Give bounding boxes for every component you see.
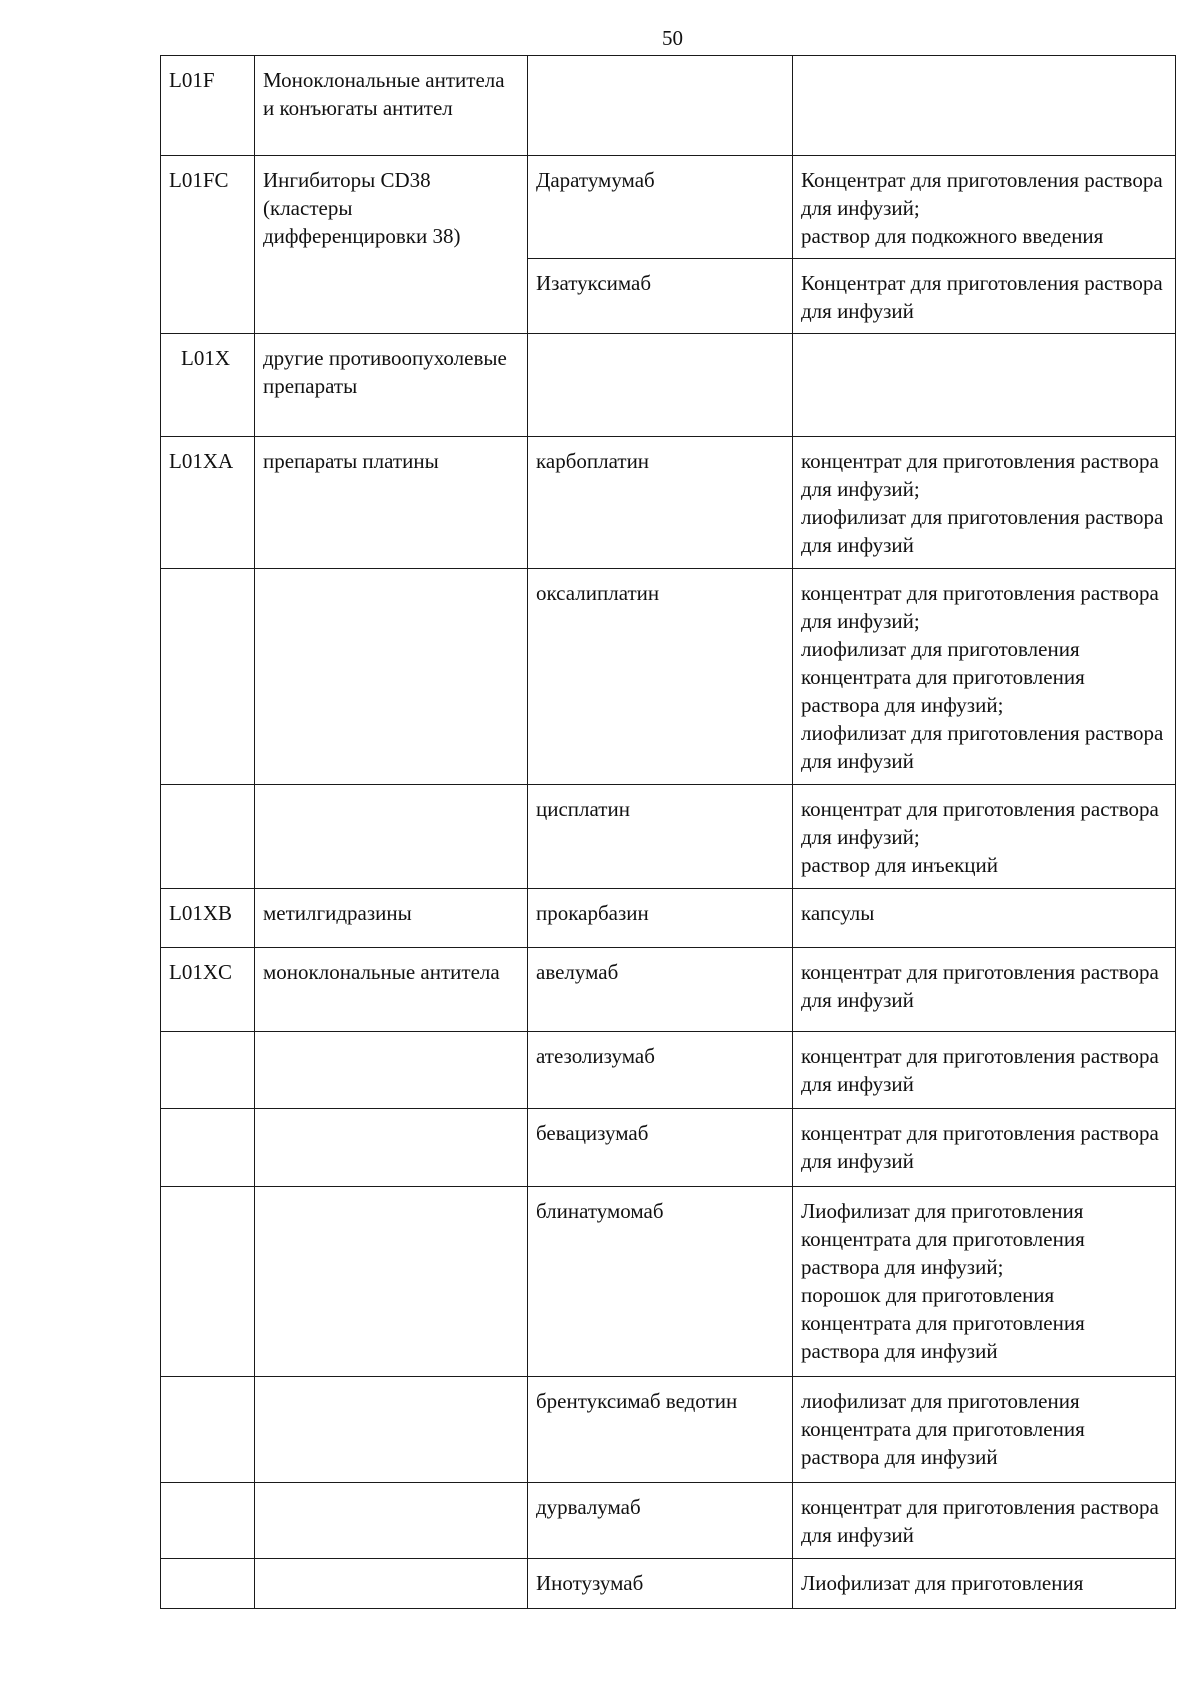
dosage-form-cell: концентрат для приготовления раствора для инфузий — [793, 948, 1176, 1032]
group-cell: Моноклональные антитела и конъюгаты антител — [255, 56, 528, 156]
atc-code-cell: L01F — [161, 56, 255, 156]
group-cell — [255, 1559, 528, 1609]
atc-code-cell: L01FC — [161, 156, 255, 334]
drug-cell: Даратумумаб — [528, 156, 793, 259]
group-cell: метилгидразины — [255, 889, 528, 948]
atc-code-cell: L01XC — [161, 948, 255, 1032]
drug-cell: оксалиплатин — [528, 569, 793, 785]
page-number: 50 — [662, 26, 683, 50]
dosage-form-cell: концентрат для приготовления раствора для инфузий; раствор для инъекций — [793, 785, 1176, 889]
group-cell — [255, 1377, 528, 1483]
atc-code-cell — [161, 1187, 255, 1377]
drug-cell: атезолизумаб — [528, 1032, 793, 1109]
atc-code-cell — [161, 1109, 255, 1187]
table-row — [161, 437, 1176, 569]
dosage-form-cell: концентрат для приготовления раствора для инфузий — [793, 1109, 1176, 1187]
group-cell — [255, 1109, 528, 1187]
group-cell — [255, 1032, 528, 1109]
dosage-form-cell: Концентрат для приготовления раствора для инфузий; раствор для подкожного введения — [793, 156, 1176, 259]
atc-code-cell: L01XB — [161, 889, 255, 948]
dosage-form-cell: концентрат для приготовления раствора для инфузий — [793, 1483, 1176, 1559]
drug-cell — [528, 334, 793, 437]
table-row — [161, 1187, 1176, 1377]
table-row — [161, 1377, 1176, 1483]
drug-cell — [528, 56, 793, 156]
dosage-form-cell: концентрат для приготовления раствора для инфузий; лиофилизат для приготовления раствора для инфузий — [793, 437, 1176, 569]
drug-cell: Изатуксимаб — [528, 259, 793, 334]
group-cell — [255, 569, 528, 785]
dosage-form-cell: капсулы — [793, 889, 1176, 948]
atc-code-cell — [161, 1377, 255, 1483]
atc-code-cell: L01X — [161, 334, 255, 437]
drug-cell: прокарбазин — [528, 889, 793, 948]
atc-code-cell — [161, 1032, 255, 1109]
drug-cell: цисплатин — [528, 785, 793, 889]
dosage-form-cell: Лиофилизат для приготовления — [793, 1559, 1176, 1609]
drug-cell: брентуксимаб ведотин — [528, 1377, 793, 1483]
drug-cell: авелумаб — [528, 948, 793, 1032]
group-cell — [255, 785, 528, 889]
dosage-form-cell: Концентрат для приготовления раствора для инфузий — [793, 259, 1176, 334]
table-row — [161, 56, 1176, 156]
table-row — [161, 948, 1176, 1032]
group-cell — [255, 1187, 528, 1377]
table-row — [161, 156, 1176, 259]
table-row — [161, 785, 1176, 889]
group-cell: препараты платины — [255, 437, 528, 569]
table-row — [161, 569, 1176, 785]
atc-code-cell — [161, 1483, 255, 1559]
dosage-form-cell — [793, 334, 1176, 437]
table-row — [161, 334, 1176, 437]
table-row — [161, 1483, 1176, 1559]
drug-cell: бевацизумаб — [528, 1109, 793, 1187]
group-cell: другие противоопухолевые препараты — [255, 334, 528, 437]
dosage-form-cell: Лиофилизат для приготовления концентрата для приготовления раствора для инфузий; порошок для приготовления концентрата для приготовления раствора для инфузий — [793, 1187, 1176, 1377]
dosage-form-cell — [793, 56, 1176, 156]
drug-table — [160, 55, 1176, 1609]
atc-code-cell — [161, 785, 255, 889]
table-row — [161, 1559, 1176, 1609]
group-cell: моноклональные антитела — [255, 948, 528, 1032]
table-row — [161, 1109, 1176, 1187]
atc-code-cell: L01XA — [161, 437, 255, 569]
drug-cell: дурвалумаб — [528, 1483, 793, 1559]
table-row — [161, 889, 1176, 948]
table-row — [161, 1032, 1176, 1109]
atc-code-cell — [161, 569, 255, 785]
drug-cell: Инотузумаб — [528, 1559, 793, 1609]
dosage-form-cell: концентрат для приготовления раствора для инфузий; лиофилизат для приготовления концентрата для приготовления раствора для инфузий; лиофилизат для приготовления раствора для инфузий — [793, 569, 1176, 785]
dosage-form-cell: концентрат для приготовления раствора для инфузий — [793, 1032, 1176, 1109]
group-cell: Ингибиторы CD38 (кластеры дифференцировки 38) — [255, 156, 528, 334]
drug-cell: блинатумомаб — [528, 1187, 793, 1377]
group-cell — [255, 1483, 528, 1559]
dosage-form-cell: лиофилизат для приготовления концентрата для приготовления раствора для инфузий — [793, 1377, 1176, 1483]
drug-cell: карбоплатин — [528, 437, 793, 569]
atc-code-cell — [161, 1559, 255, 1609]
